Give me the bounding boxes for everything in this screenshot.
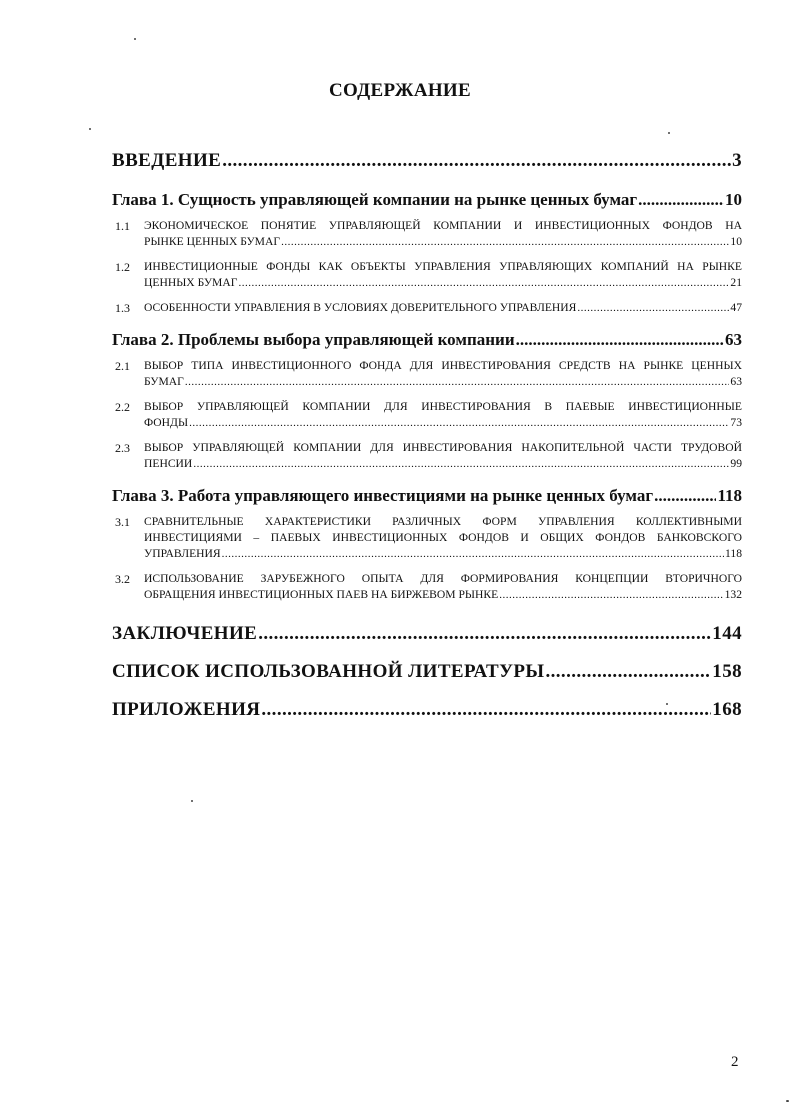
chapter-page: 63 [725, 330, 742, 349]
dot-leader [638, 190, 724, 210]
toc-section-1-1[interactable] [112, 218, 742, 250]
table-of-contents [112, 150, 742, 721]
section-page: 73 [730, 416, 742, 429]
dot-leader [516, 330, 724, 350]
dot-leader [577, 300, 729, 316]
dot-leader [261, 699, 711, 721]
chapter-label: Глава 2. Проблемы выбора управляющей компании [112, 330, 515, 349]
chapter-label: Глава 1. Сущность управляющей компании на рынке ценных бумаг [112, 190, 638, 209]
dot-leader [189, 415, 729, 431]
section-title-first-line: ВЫБОР УПРАВЛЯЮЩЕЙ КОМПАНИИ ДЛЯ ИНВЕСТИРОВАНИЯ НАКОПИТЕЛЬНОЙ ЧАСТИ ТРУДОВОЙ [144, 441, 742, 454]
section-page: 132 [724, 588, 742, 601]
dot-leader [193, 456, 729, 472]
toc-section-2-1[interactable] [112, 358, 742, 390]
section-number: 1.3 [115, 301, 130, 315]
toc-entry-page: 168 [712, 699, 742, 720]
toc-entry-page: 3 [732, 150, 742, 171]
dot-leader [222, 546, 724, 562]
toc-chapter-2[interactable] [112, 330, 742, 350]
dot-leader [238, 275, 729, 291]
section-title-last-line: ПЕНСИИ [144, 457, 193, 470]
section-page: 10 [730, 235, 742, 248]
chapter-page: 118 [717, 486, 742, 505]
section-title-last-line: УПРАВЛЕНИЯ [144, 547, 221, 560]
scan-speck [668, 132, 670, 134]
page-number: 2 [731, 1054, 739, 1070]
section-number: 2.2 [115, 400, 130, 414]
section-title-last-line: БУМАГ [144, 375, 184, 388]
toc-section-2-3[interactable] [112, 440, 742, 472]
scan-speck [191, 800, 193, 802]
section-title-first-line: ЭКОНОМИЧЕСКОЕ ПОНЯТИЕ УПРАВЛЯЮЩЕЙ КОМПАНИИ И ИНВЕСТИЦИОННЫХ ФОНДОВ НА [144, 219, 742, 232]
scan-speck [134, 38, 136, 40]
section-number: 1.1 [115, 219, 130, 233]
section-page: 63 [730, 375, 742, 388]
section-title-first-line: ВЫБОР УПРАВЛЯЮЩЕЙ КОМПАНИИ ДЛЯ ИНВЕСТИРОВАНИЯ В ПАЕВЫЕ ИНВЕСТИЦИОННЫЕ [144, 400, 742, 413]
toc-title: СОДЕРЖАНИЕ [329, 80, 471, 101]
section-number: 3.2 [115, 572, 130, 586]
section-page: 99 [730, 457, 742, 470]
toc-entry-conclusion[interactable] [112, 623, 742, 645]
section-page: 21 [730, 276, 742, 289]
toc-section-3-2[interactable] [112, 571, 742, 603]
section-number: 2.1 [115, 359, 130, 373]
section-number: 3.1 [115, 515, 130, 529]
section-page: 118 [725, 547, 742, 560]
section-title-last-line: ЦЕННЫХ БУМАГ [144, 276, 238, 289]
dot-leader [545, 661, 711, 683]
section-title-last-line: РЫНКЕ ЦЕННЫХ БУМАГ [144, 235, 281, 248]
toc-entry-page: 158 [712, 661, 742, 682]
section-title: ОСОБЕННОСТИ УПРАВЛЕНИЯ В УСЛОВИЯХ ДОВЕРИТЕЛЬНОГО УПРАВЛЕНИЯ [144, 301, 577, 314]
toc-entry-intro[interactable] [112, 150, 742, 172]
dot-leader [258, 623, 711, 645]
section-title-first-line: ИНВЕСТИЦИОННЫЕ ФОНДЫ КАК ОБЪЕКТЫ УПРАВЛЕНИЯ УПРАВЛЯЮЩИХ КОМПАНИЙ НА РЫНКЕ [144, 260, 742, 273]
toc-chapter-1[interactable] [112, 190, 742, 210]
toc-entry-label: ВВЕДЕНИЕ [112, 150, 222, 171]
dot-leader [185, 374, 730, 390]
section-number: 2.3 [115, 441, 130, 455]
toc-entry-references[interactable] [112, 661, 742, 683]
section-title-first-line: ИСПОЛЬЗОВАНИЕ ЗАРУБЕЖНОГО ОПЫТА ДЛЯ ФОРМИРОВАНИЯ КОНЦЕПЦИИ ВТОРИЧНОГО [144, 572, 742, 585]
section-title-last-line: ФОНДЫ [144, 416, 189, 429]
section-title-first-lines: СРАВНИТЕЛЬНЫЕ ХАРАКТЕРИСТИКИ РАЗЛИЧНЫХ ФОРМ УПРАВЛЕНИЯ КОЛЛЕКТИВНЫМИ ИНВЕСТИЦИЯМИ – ПАЕВЫХ ИНВЕСТИЦИОННЫХ ФОНДОВ И ОБЩИХ ФОНДОВ БАНКОВСКОГО [144, 515, 742, 544]
section-number: 1.2 [115, 260, 130, 274]
chapter-label: Глава 3. Работа управляющего инвестициями на рынке ценных бумаг [112, 486, 654, 505]
toc-entry-label: ЗАКЛЮЧЕНИЕ [112, 623, 258, 644]
toc-section-3-1[interactable] [112, 514, 742, 562]
section-page: 47 [730, 301, 742, 314]
dot-leader [499, 587, 723, 603]
toc-entry-page: 144 [712, 623, 742, 644]
scan-speck [666, 703, 668, 705]
section-title-last-line: ОБРАЩЕНИЯ ИНВЕСТИЦИОННЫХ ПАЕВ НА БИРЖЕВОМ РЫНКЕ [144, 588, 499, 601]
toc-section-1-2[interactable] [112, 259, 742, 291]
dot-leader [222, 150, 731, 172]
section-title-first-line: ВЫБОР ТИПА ИНВЕСТИЦИОННОГО ФОНДА ДЛЯ ИНВЕСТИРОВАНИЯ СРЕДСТВ НА РЫНКЕ ЦЕННЫХ [144, 359, 742, 372]
toc-section-1-3[interactable] [112, 300, 742, 316]
scan-speck [89, 128, 91, 130]
toc-section-2-2[interactable] [112, 399, 742, 431]
dot-leader [281, 234, 729, 250]
dot-leader [654, 486, 716, 506]
toc-chapter-3[interactable] [112, 486, 742, 506]
toc-entry-appendices[interactable] [112, 699, 742, 721]
toc-entry-label: ПРИЛОЖЕНИЯ [112, 699, 261, 720]
chapter-page: 10 [725, 190, 742, 209]
toc-entry-label: СПИСОК ИСПОЛЬЗОВАННОЙ ЛИТЕРАТУРЫ [112, 661, 545, 682]
scan-speck [786, 1100, 789, 1102]
